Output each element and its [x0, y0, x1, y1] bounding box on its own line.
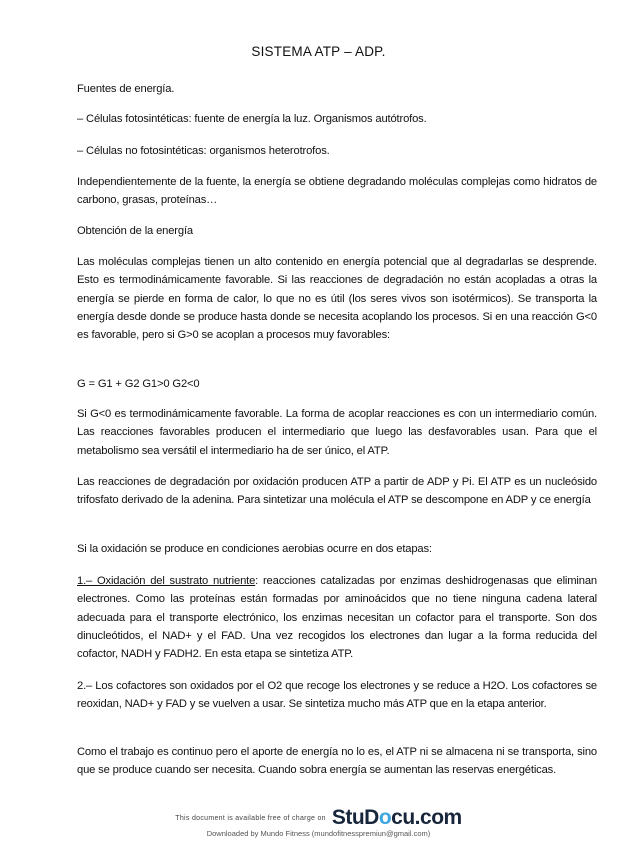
paragraph-etapa-2: 2.– Los cofactores son oxidados por el O2 que recoge los electrones y se reduce a H2O. Los cofactores se reoxidan, NAD+ y FAD y se vuelven a usar. Se sintetiza mucho más ATP que en la etapa anterior. [77, 680, 597, 711]
paragraph-independientemente: Independientemente de la fuente, la energía se obtiene degradando moléculas complejas como hidratos de carbono, grasas, proteínas… [77, 176, 597, 207]
paragraph-fotosinteticas: – Células fotosintéticas: fuente de energía la luz. Organismos autótrofos. [77, 113, 427, 125]
paragraph-moleculas: Las moléculas complejas tienen un alto contenido en energía potencial que al degradarlas se desprende. Esto es termodinámicamente favorable. Si las reacciones de degradación no están acopladas a otras la energía se pierde en forma de calor, lo que no es útil (los seres vivos son isotérmicos). Se transporta la energía desde donde se produce hasta donde se necesita acoplando los procesos. Si en una reacción G<0 es favorable, pero si G>0 se acoplan a procesos muy favorables: [77, 256, 597, 342]
logo-part-a: StuD [331, 806, 379, 829]
availability-note: This document is available free of charge on [175, 814, 326, 822]
logo-part-o: o [378, 806, 392, 829]
paragraph-fuentes-heading: Fuentes de energía. [77, 83, 175, 95]
download-note: Downloaded by Mundo Fitness (mundofitnesspremiun@gmail.com) [206, 829, 431, 838]
logo-part-b: cu.com [391, 806, 462, 829]
studocu-logo[interactable] [332, 806, 462, 830]
studocu-banner [0, 806, 637, 830]
etapa-1-heading: 1.– Oxidación del sustrato nutriente [77, 575, 256, 587]
paragraph-obtencion-heading: Obtención de la energía [77, 225, 193, 237]
paragraph-aerobias: Si la oxidación se produce en condiciones aerobias ocurre en dos etapas: [77, 543, 432, 555]
paragraph-equation: G = G1 + G2 G1>0 G2<0 [77, 378, 200, 390]
paragraph-degradacion: Las reacciones de degradación por oxidación producen ATP a partir de ADP y Pi. El ATP es un nucleósido trifosfato derivado de la adenina. Para sintetizar una molécula el ATP se descompone en ADP y ce energía [77, 476, 597, 507]
paragraph-trabajo: Como el trabajo es continuo pero el aporte de energía no lo es, el ATP ni se almacena ni se transporta, sino que se produce cuando ser necesita. Cuando sobra energía se aumentan las reservas energéticas. [77, 746, 597, 777]
paragraph-no-fotosinteticas: – Células no fotosintéticas: organismos heterotrofos. [77, 145, 330, 157]
document-title: SISTEMA ATP – ADP. [251, 44, 386, 59]
paragraph-termodinamica: Si G<0 es termodinámicamente favorable. La forma de acoplar reacciones es con un intermediario común. Las reacciones favorables producen el intermediario que luego las desfavorables usan. Para que el metabolismo sea versátil el intermediario ha de ser único, el ATP. [77, 408, 597, 457]
etapa-1-text: : reacciones catalizadas por enzimas deshidrogenasas que eliminan electrones. Como las proteínas están formadas por aminoácidos que no tiene ninguna cadena lateral adecuada para el transporte electrónico, los enzimas necesitan un cofactor para el transporte. Son dos dinucleótidos, el NAD+ y el FAD. Una vez recogidos los electrones dan lugar a la forma reducida del cofactor, NADH y FADH2. En esta etapa se sintetiza ATP. [77, 575, 597, 661]
paragraph-etapa-1 [77, 572, 597, 663]
